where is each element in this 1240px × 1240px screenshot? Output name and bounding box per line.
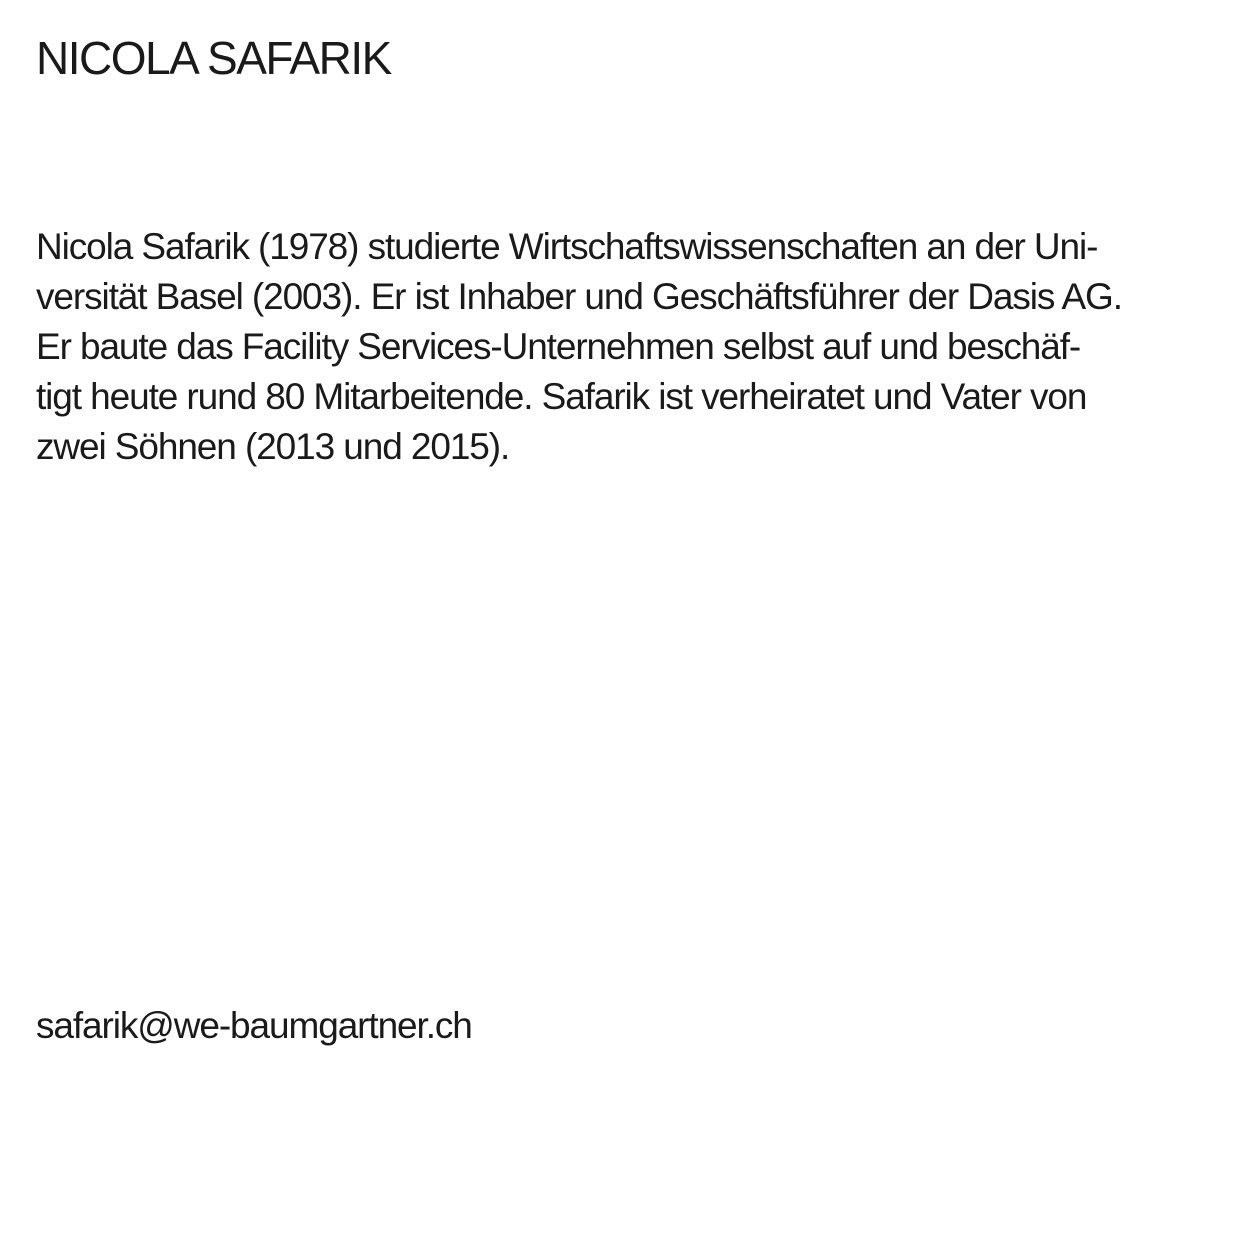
bio-line: versität Basel (2003). Er ist Inhaber und Geschäftsführer der Dasis AG. bbox=[36, 276, 1122, 317]
bio-line: tigt heute rund 80 Mitarbeitende. Safarik ist verheiratet und Vater von bbox=[36, 376, 1087, 417]
person-name-heading: NICOLA SAFARIK bbox=[36, 32, 391, 84]
bio-line: Nicola Safarik (1978) studierte Wirtschaftswissenschaften an der Uni- bbox=[36, 226, 1098, 267]
email-link[interactable]: safarik@we-baumgartner.ch bbox=[36, 1005, 472, 1046]
bio-line: zwei Söhnen (2013 und 2015). bbox=[36, 426, 510, 467]
biography-text bbox=[36, 222, 1206, 472]
bio-line: Er baute das Facility Services-Unternehmen selbst auf und beschäf- bbox=[36, 326, 1081, 367]
